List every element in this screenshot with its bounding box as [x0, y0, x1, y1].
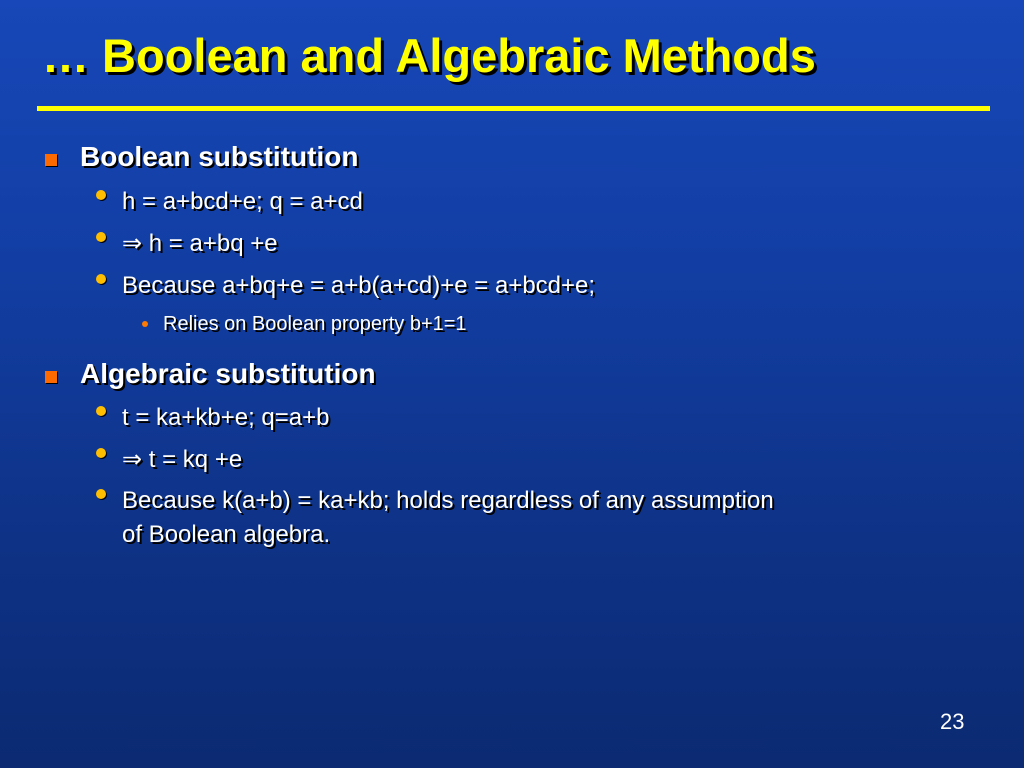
list-item: ⇒ t = kq +e [122, 446, 243, 473]
round-bullet-icon [96, 232, 106, 242]
list-item-continuation: of Boolean algebra. [122, 521, 331, 548]
list-item: Because k(a+b) = ka+kb; holds regardless of any assumption [122, 487, 774, 514]
list-item: ⇒ h = a+bq +e [122, 230, 278, 257]
list-item: Because a+bq+e = a+b(a+cd)+e = a+bcd+e; [122, 272, 596, 299]
slide-title: … Boolean and Algebraic Methods [42, 29, 816, 82]
section-heading-algebraic: Algebraic substitution [80, 358, 376, 389]
list-subitem: Relies on Boolean property b+1=1 [163, 313, 467, 335]
round-bullet-icon [96, 274, 106, 284]
section-heading-boolean: Boolean substitution [80, 141, 359, 172]
round-bullet-icon [96, 190, 106, 200]
page-number: 23 [940, 709, 965, 734]
small-bullet-icon [142, 321, 148, 327]
round-bullet-icon [96, 448, 106, 458]
list-item: h = a+bcd+e; q = a+cd [122, 188, 363, 215]
round-bullet-icon [96, 489, 106, 499]
list-item: t = ka+kb+e; q=a+b [122, 404, 330, 431]
square-bullet-icon [45, 154, 57, 166]
square-bullet-icon [45, 371, 57, 383]
round-bullet-icon [96, 406, 106, 416]
